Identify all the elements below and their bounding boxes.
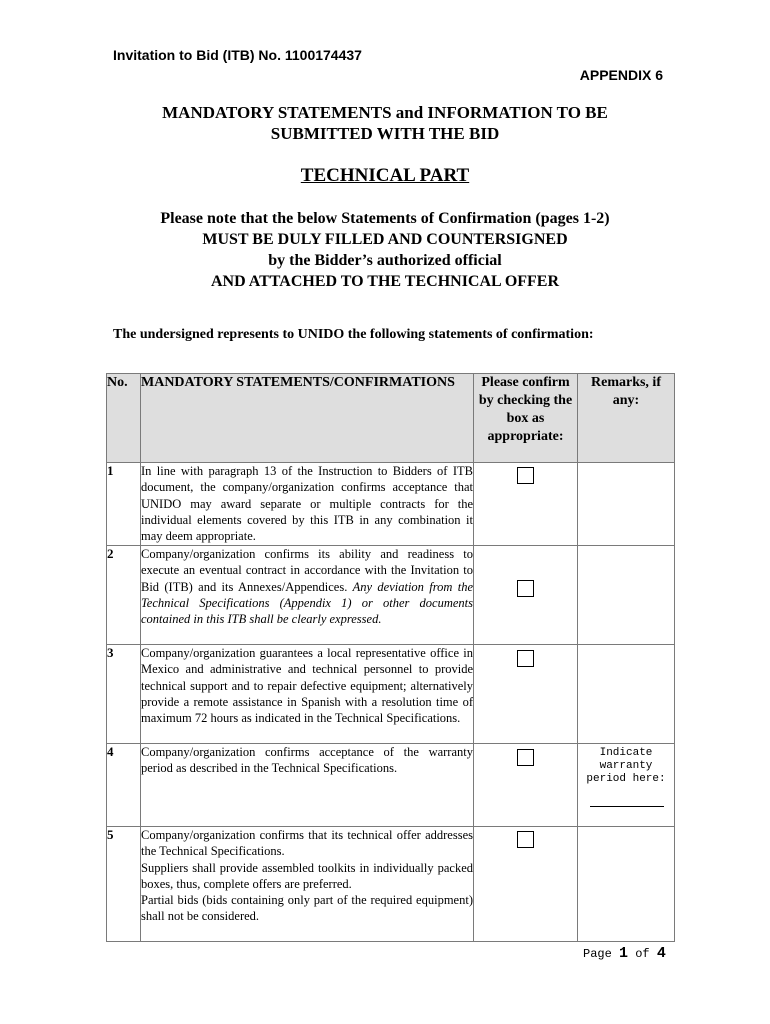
main-heading-line1: MANDATORY STATEMENTS and INFORMATION TO BE	[162, 103, 608, 122]
table-row	[107, 546, 675, 645]
statement-text-italic: Any deviation from the Technical Specifications (Appendix 1) or other documents contained in this ITB shall be clearly expressed.	[141, 579, 473, 627]
header-confirm: Please confirm by checking the box as appropriate:	[474, 374, 578, 463]
row-number: 3	[107, 645, 141, 744]
row-number: 2	[107, 546, 141, 645]
table-row	[107, 645, 675, 744]
warranty-remarks-label: Indicate warranty period here:	[586, 747, 666, 785]
table-header-row	[107, 374, 675, 463]
row-number: 1	[107, 463, 141, 546]
header-statement: MANDATORY STATEMENTS/CONFIRMATIONS	[141, 374, 474, 463]
technical-part-heading: TECHNICAL PART	[300, 165, 470, 186]
remarks-cell	[578, 744, 675, 827]
table-row	[107, 827, 675, 942]
statement-text-suppliers: Suppliers shall provide assembled toolkits in individually packed boxes, thus, complete offers are preferred.	[141, 860, 473, 891]
intro-statement: The undersigned represents to UNIDO the following statements of confirmation:	[113, 327, 594, 342]
note-line2: MUST BE DULY FILLED AND COUNTERSIGNED	[202, 231, 568, 248]
page-label: Page	[583, 947, 612, 961]
remarks-cell[interactable]	[578, 546, 675, 645]
statements-table	[106, 373, 675, 942]
confirm-checkbox[interactable]	[517, 580, 534, 597]
remarks-cell[interactable]	[578, 827, 675, 942]
statement-text: Company/organization guarantees a local representative office in Mexico and administrative and technical personnel to provide technical support and to repair defective equipment; alternatively provide a remote assistance in Spanish with a resolution time of maximum 72 hours as indicated in the Technical Specifications.	[141, 645, 474, 744]
confirm-checkbox[interactable]	[517, 831, 534, 848]
note-line1: Please note that the below Statements of Confirmation (pages 1-2)	[160, 210, 610, 227]
statement-text	[141, 546, 474, 645]
page-number	[583, 945, 666, 962]
statement-text-main: Company/organization confirms that its technical offer addresses the Technical Specifications.	[141, 828, 473, 859]
confirm-checkbox[interactable]	[517, 467, 534, 484]
confirm-checkbox[interactable]	[517, 650, 534, 667]
instruction-note	[0, 208, 770, 292]
header-no: No.	[107, 374, 141, 463]
appendix-label: APPENDIX 6	[579, 67, 663, 83]
statement-text	[141, 827, 474, 942]
current-page: 1	[619, 945, 629, 962]
note-line3: by the Bidder’s authorized official	[268, 252, 502, 269]
warranty-input-line[interactable]	[590, 806, 664, 807]
statement-text-partial: Partial bids (bids containing only part of the required equipment) shall not be considered.	[141, 893, 473, 924]
note-line4: AND ATTACHED TO THE TECHNICAL OFFER	[210, 273, 560, 290]
table-row	[107, 744, 675, 827]
header-remarks: Remarks, if any:	[578, 374, 675, 463]
itb-title: Invitation to Bid (ITB) No. 1100174437	[113, 47, 362, 63]
main-heading-line2: SUBMITTED WITH THE BID	[270, 124, 500, 143]
confirm-checkbox[interactable]	[517, 749, 534, 766]
of-label: of	[635, 947, 650, 961]
total-pages: 4	[656, 945, 666, 962]
table-row	[107, 463, 675, 546]
row-number: 5	[107, 827, 141, 942]
statement-text: Company/organization confirms acceptance of the warranty period as described in the Technical Specifications.	[141, 744, 474, 827]
remarks-cell[interactable]	[578, 645, 675, 744]
statement-text-main: Company/organization confirms its ability and readiness to execute an eventual contract in accordance with the Invitation to Bid (ITB) and its Annexes/Appendices.	[141, 547, 473, 594]
main-heading	[0, 102, 770, 144]
row-number: 4	[107, 744, 141, 827]
remarks-cell[interactable]	[578, 463, 675, 546]
statement-text: In line with paragraph 13 of the Instruction to Bidders of ITB document, the company/organization confirms acceptance that UNIDO may award separate or multiple contracts for the individual elements covered by this ITB in any combination it may deem appropriate.	[141, 463, 474, 546]
